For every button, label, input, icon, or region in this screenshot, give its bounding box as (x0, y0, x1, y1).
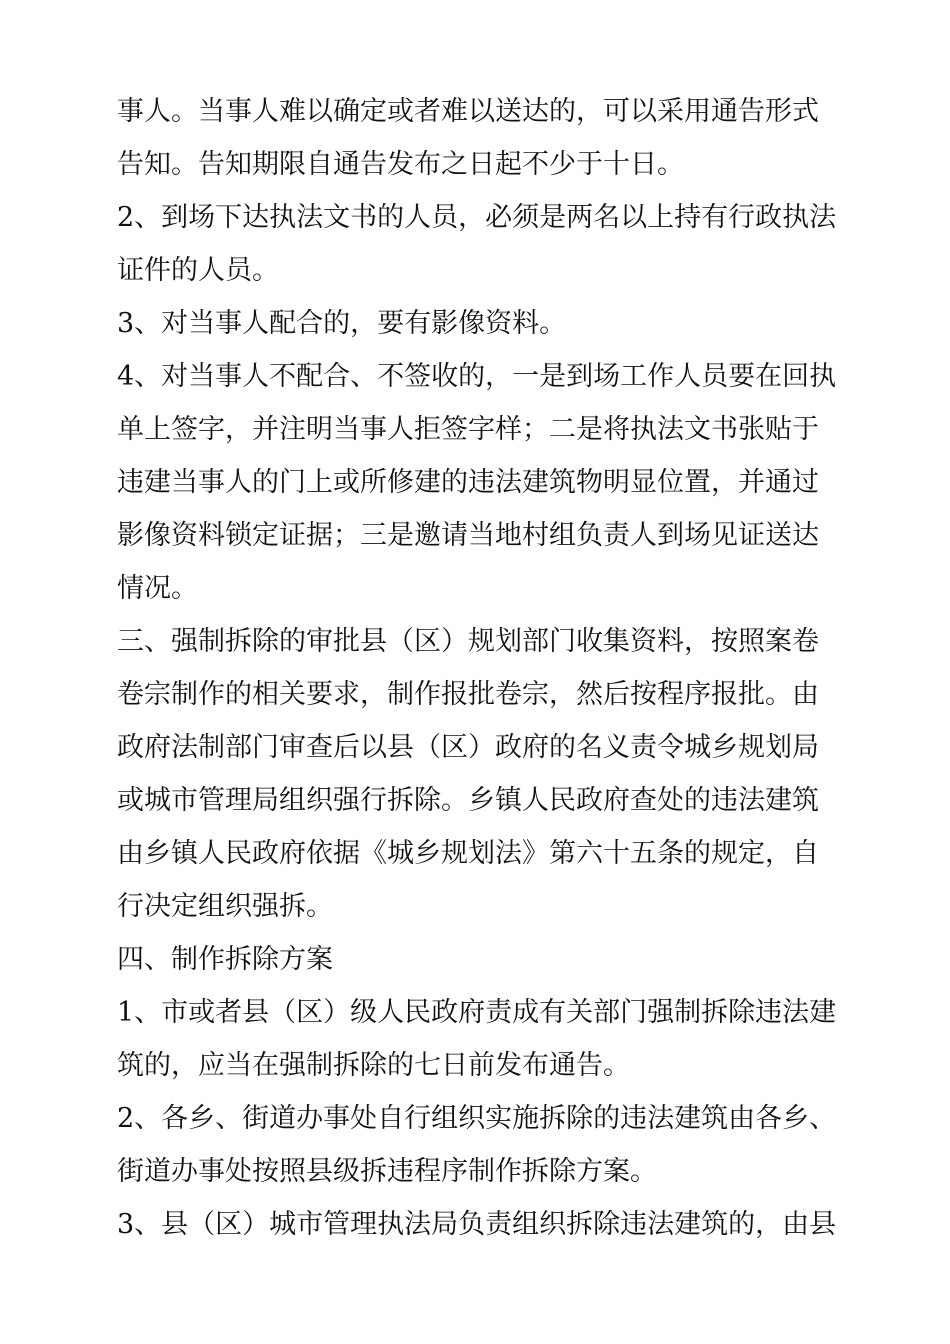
text-line: 卷宗制作的相关要求，制作报批卷宗，然后按程序报批。由 (117, 679, 819, 710)
text-line: 3、对当事人配合的，要有影像资料。 (117, 308, 567, 339)
text-line: 政府法制部门审查后以县（区）政府的名义责令城乡规划局 (117, 732, 819, 763)
text-line: 或城市管理局组织强行拆除。乡镇人民政府查处的违法建筑 (117, 785, 819, 816)
paragraph-s4-item-2 (117, 1092, 842, 1198)
document-body (117, 85, 842, 1251)
text-line: 情况。 (117, 573, 198, 604)
text-line: 告知。告知期限自通告发布之日起不少于十日。 (117, 149, 684, 180)
text-line: 街道办事处按照县级拆违程序制作拆除方案。 (117, 1156, 657, 1187)
heading-line: 四、制作拆除方案 (117, 944, 333, 975)
text-line: 由乡镇人民政府依据《城乡规划法》第六十五条的规定，自 (117, 838, 819, 869)
text-line: 2、到场下达执法文书的人员，必须是两名以上持有行政执法 (117, 202, 837, 233)
text-line: 3、县（区）城市管理执法局负责组织拆除违法建筑的，由县 (117, 1209, 837, 1240)
text-line: 筑的，应当在强制拆除的七日前发布通告。 (117, 1050, 630, 1081)
paragraph-notice-continued (117, 85, 842, 191)
paragraph-item-2-enforcers (117, 191, 842, 297)
text-line: 三、强制拆除的审批县（区）规划部门收集资料，按照案卷 (117, 626, 819, 657)
text-line: 违建当事人的门上或所修建的违法建筑物明显位置，并通过 (117, 467, 819, 498)
text-line: 1、市或者县（区）级人民政府责成有关部门强制拆除违法建 (117, 997, 837, 1028)
paragraph-s4-item-1 (117, 986, 842, 1092)
paragraph-section-3-approval (117, 615, 842, 933)
paragraph-item-4-uncooperative (117, 350, 842, 615)
section-4-heading (117, 933, 842, 986)
text-line: 4、对当事人不配合、不签收的，一是到场工作人员要在回执 (117, 361, 837, 392)
text-line: 影像资料锁定证据；三是邀请当地村组负责人到场见证送达 (117, 520, 819, 551)
text-line: 事人。当事人难以确定或者难以送达的，可以采用通告形式 (117, 96, 819, 127)
text-line: 2、各乡、街道办事处自行组织实施拆除的违法建筑由各乡、 (117, 1103, 837, 1134)
text-line: 证件的人员。 (117, 255, 279, 286)
text-line: 单上签字，并注明当事人拒签字样；二是将执法文书张贴于 (117, 414, 819, 445)
paragraph-item-3-video (117, 297, 842, 350)
text-line: 行决定组织强拆。 (117, 891, 333, 922)
paragraph-s4-item-3 (117, 1198, 842, 1251)
